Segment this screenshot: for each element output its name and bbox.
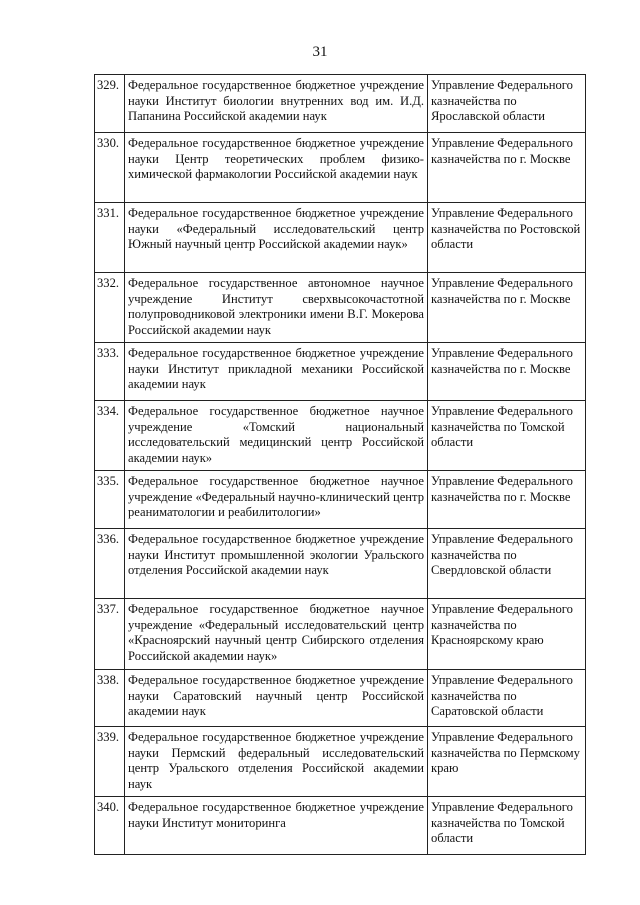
organization-name: Федеральное государственное бюджетное научное учреждение «Федеральный исследовательский центр «Красноярский научный центр Сибирского отделения Российской академии наук»: [125, 599, 428, 670]
table-row: [95, 599, 586, 670]
page-number: 31: [312, 44, 328, 60]
table-row: [95, 471, 586, 529]
organization-name: Федеральное государственное автономное научное учреждение Институт сверхвысокочастотной полупроводниковой электроники имени В.Г. Мокерова Российской академии наук: [125, 273, 428, 343]
row-number: 337.: [95, 599, 125, 670]
table-row: [95, 273, 586, 343]
row-number: 340.: [95, 797, 125, 855]
row-number: 335.: [95, 471, 125, 529]
treasury-office: Управление Федерального казначейства по Красноярскому краю: [428, 599, 586, 670]
table-row: [95, 401, 586, 471]
registry-table: [94, 74, 586, 855]
organization-name: Федеральное государственное бюджетное учреждение науки Институт промышленной экологии Уральского отделения Российской академии наук: [125, 529, 428, 599]
table-row: [95, 133, 586, 203]
table-row: [95, 203, 586, 273]
organization-name: Федеральное государственное бюджетное научное учреждение «Томский национальный исследовательский медицинский центр Российской академии наук»: [125, 401, 428, 471]
organization-name: Федеральное государственное бюджетное учреждение науки Институт биологии внутренних вод им. И.Д. Папанина Российской академии наук: [125, 75, 428, 133]
registry-table-body: [95, 75, 586, 855]
treasury-office: Управление Федерального казначейства по Саратовской области: [428, 670, 586, 727]
treasury-office: Управление Федерального казначейства по Свердловской области: [428, 529, 586, 599]
row-number: 333.: [95, 343, 125, 401]
organization-name: Федеральное государственное бюджетное учреждение науки Пермский федеральный исследовательский центр Уральского отделения Российской академии наук: [125, 727, 428, 797]
treasury-office: Управление Федерального казначейства по Пермскому краю: [428, 727, 586, 797]
organization-name: Федеральное государственное бюджетное учреждение науки Саратовский научный центр Российской академии наук: [125, 670, 428, 727]
row-number: 331.: [95, 203, 125, 273]
organization-name: Федеральное государственное бюджетное учреждение науки «Федеральный исследовательский центр Южный научный центр Российской академии наук»: [125, 203, 428, 273]
table-row: [95, 529, 586, 599]
table-row: [95, 670, 586, 727]
table-row: [95, 75, 586, 133]
table-row: [95, 343, 586, 401]
row-number: 330.: [95, 133, 125, 203]
treasury-office: Управление Федерального казначейства по г. Москве: [428, 273, 586, 343]
treasury-office: Управление Федерального казначейства по Ростовской области: [428, 203, 586, 273]
treasury-office: Управление Федерального казначейства по Томской области: [428, 401, 586, 471]
table-row: [95, 797, 586, 855]
row-number: 338.: [95, 670, 125, 727]
treasury-office: Управление Федерального казначейства по г. Москве: [428, 343, 586, 401]
row-number: 336.: [95, 529, 125, 599]
organization-name: Федеральное государственное бюджетное учреждение науки Центр теоретических проблем физико-химической фармакологии Российской академии наук: [125, 133, 428, 203]
treasury-office: Управление Федерального казначейства по г. Москве: [428, 471, 586, 529]
row-number: 334.: [95, 401, 125, 471]
row-number: 329.: [95, 75, 125, 133]
organization-name: Федеральное государственное бюджетное научное учреждение «Федеральный научно-клинический центр реаниматологии и реабилитологии»: [125, 471, 428, 529]
row-number: 332.: [95, 273, 125, 343]
treasury-office: Управление Федерального казначейства по г. Москве: [428, 133, 586, 203]
organization-name: Федеральное государственное бюджетное учреждение науки Институт прикладной механики Российской академии наук: [125, 343, 428, 401]
row-number: 339.: [95, 727, 125, 797]
treasury-office: Управление Федерального казначейства по Томской области: [428, 797, 586, 855]
treasury-office: Управление Федерального казначейства по Ярославской области: [428, 75, 586, 133]
organization-name: Федеральное государственное бюджетное учреждение науки Институт мониторинга: [125, 797, 428, 855]
table-row: [95, 727, 586, 797]
